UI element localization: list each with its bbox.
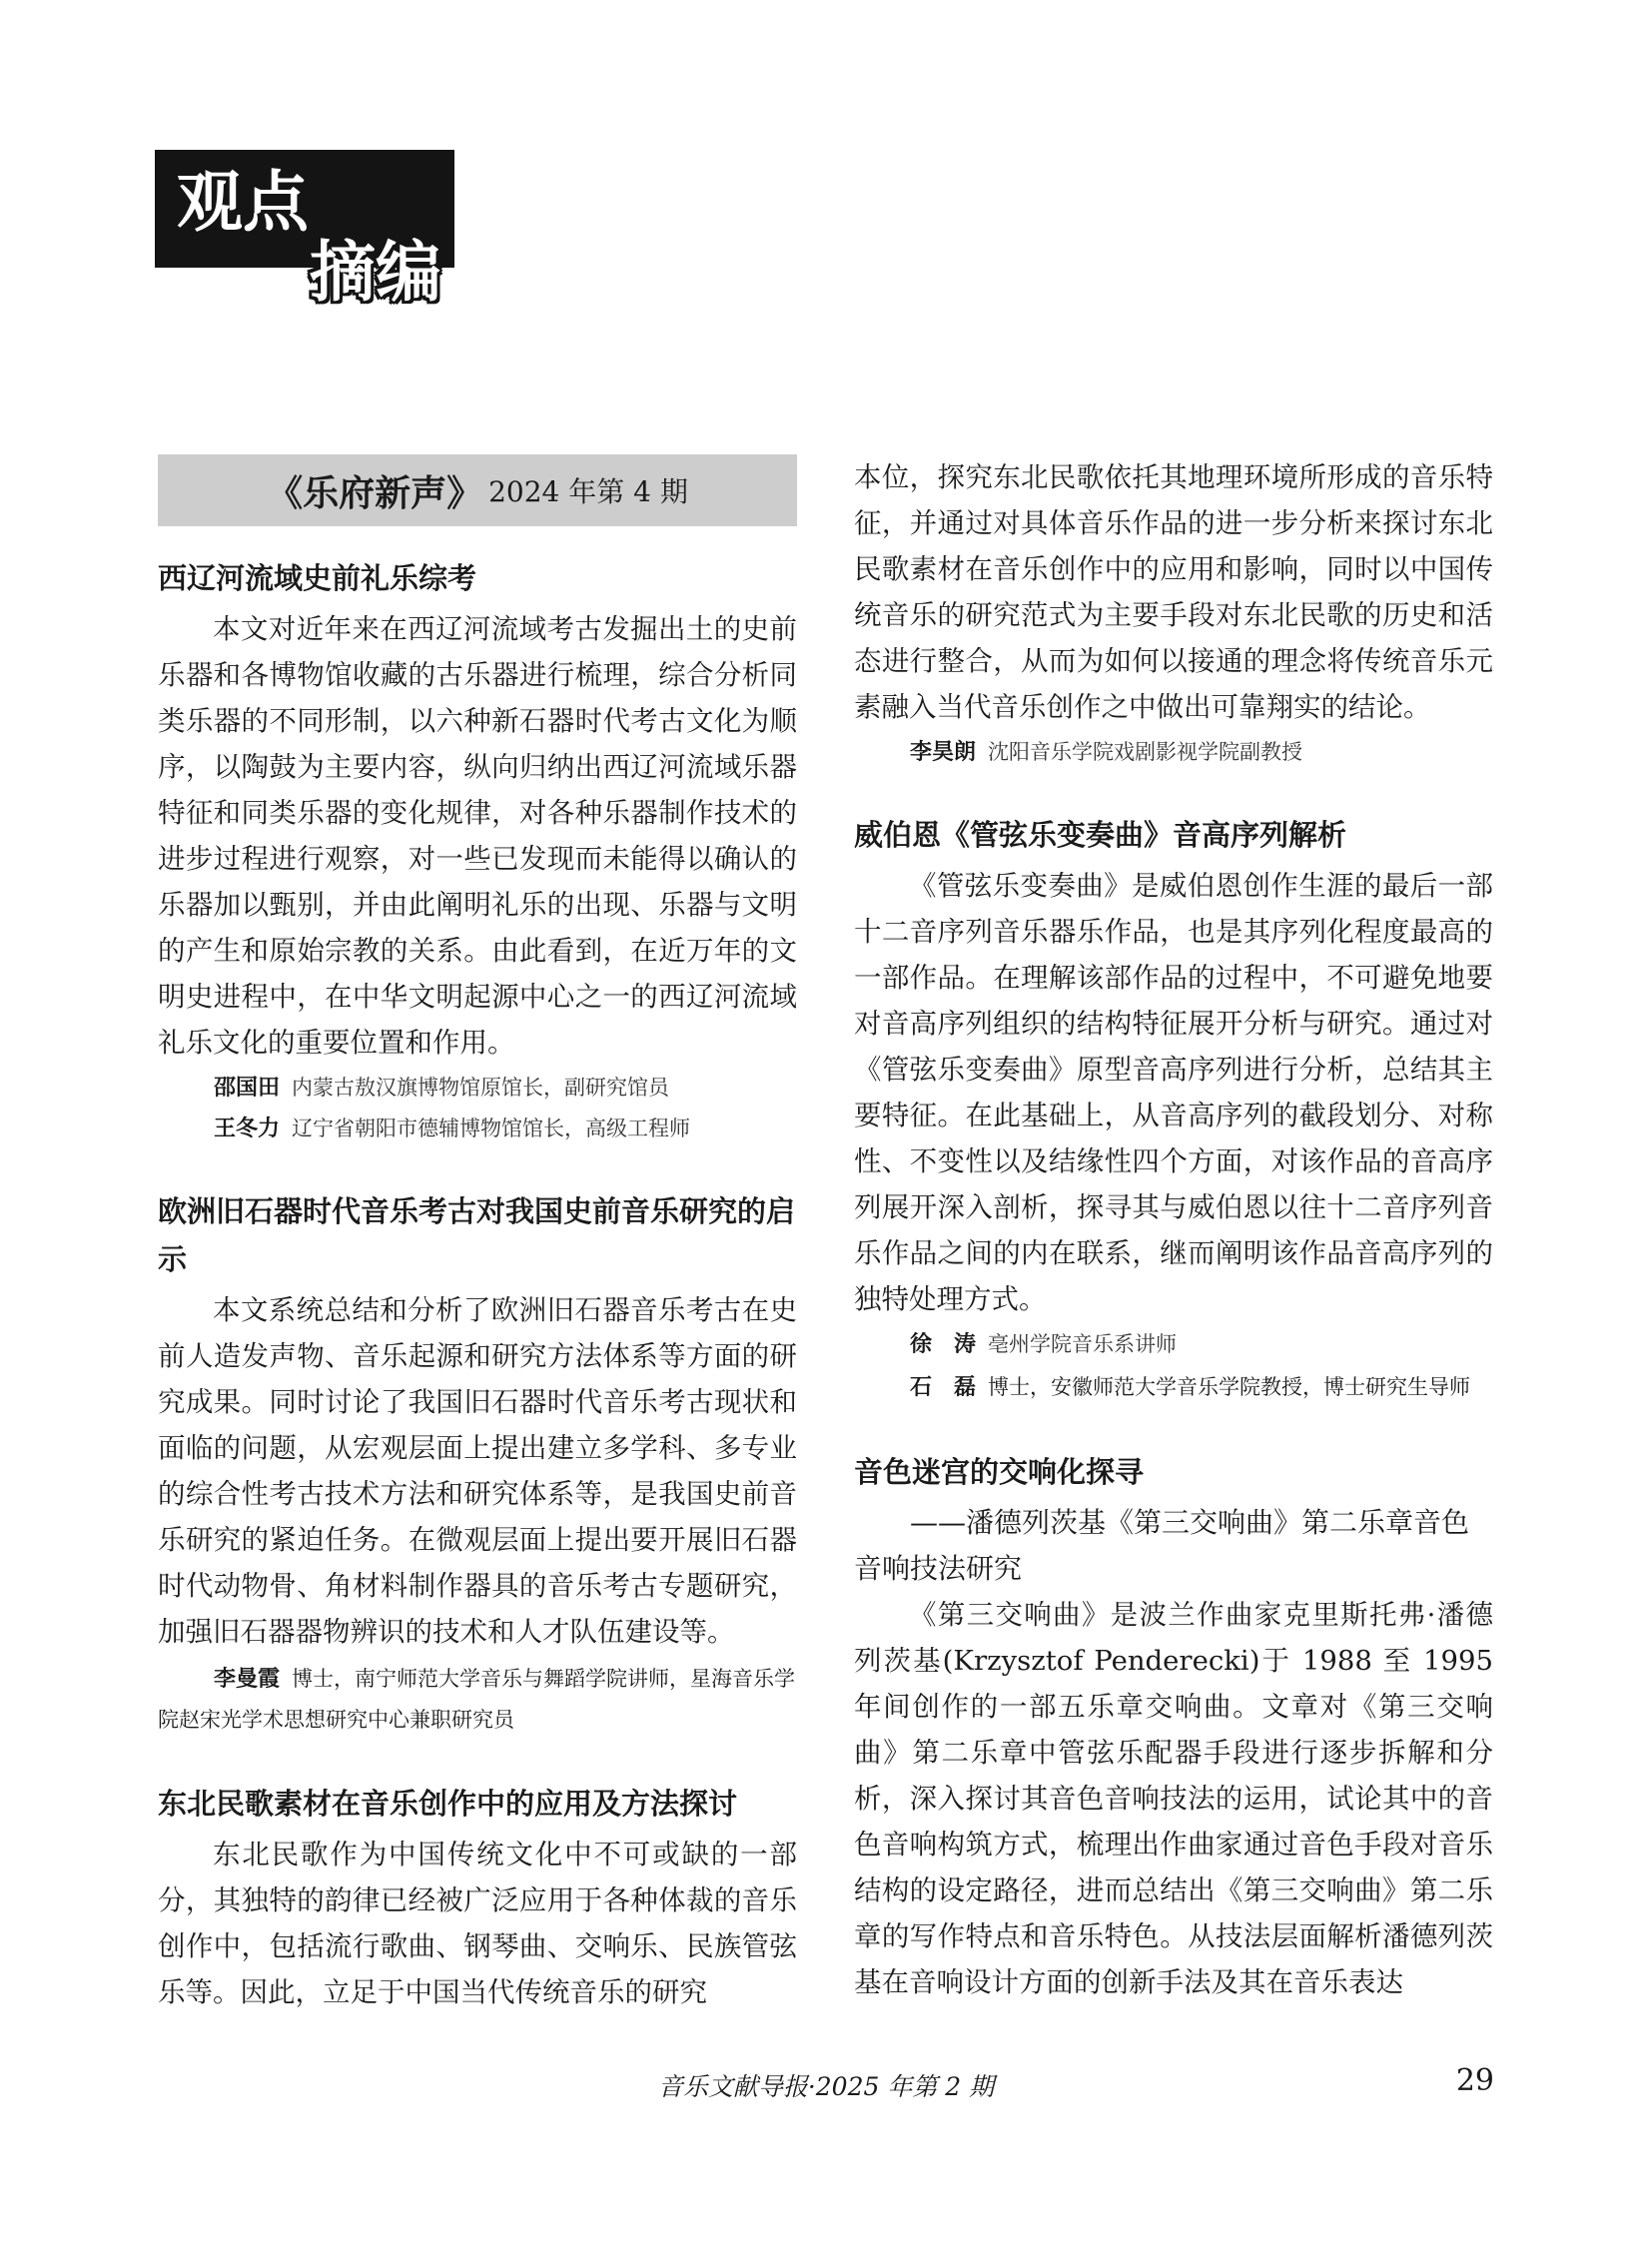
author-name: 邵国田	[214, 1076, 281, 1101]
author-affiliation: 博士，南宁师范大学音乐与舞蹈学院讲师，星海音乐学院赵宋光学术思想研究中心兼职研究员	[158, 1667, 796, 1732]
author-name: 李昊朗	[910, 740, 977, 765]
article-title: 欧洲旧石器时代音乐考古对我国史前音乐研究的启示	[158, 1194, 796, 1276]
article-3	[158, 1780, 797, 2015]
author-name: 石 磊	[910, 1375, 977, 1400]
running-footer: 音乐文献导报·2025 年第 2 期	[657, 2072, 995, 2101]
masthead-title-line1: 观点	[177, 164, 309, 241]
author-line	[854, 734, 1493, 771]
article-4	[854, 811, 1493, 1408]
author-line	[158, 1070, 797, 1107]
article-3-continued	[854, 454, 1493, 771]
article-5	[854, 1448, 1493, 2005]
author-affiliation: 博士，安徽师范大学音乐学院教授，博士研究生导师	[988, 1375, 1471, 1399]
article-abstract: 《管弦乐变奏曲》是威伯恩创作生涯的最后一部十二音序列音乐器乐作品，也是其序列化程度最高的一部作品。在理解该部作品的过程中，不可避免地要对音高序列组织的结构特征展开分析与研究。通过对《管弦乐变奏曲》原型音高序列进行分析，总结其主要特征。在此基础上，从音高序列的截段划分、对称性、不变性以及结缘性四个方面，对该作品的音高序列展开深入剖析，探寻其与威伯恩以往十二音序列音乐作品之间的内在联系，继而阐明该作品音高序列的独特处理方式。	[854, 870, 1493, 1315]
author-name: 徐 涛	[910, 1332, 977, 1357]
article-abstract: 本文系统总结和分析了欧洲旧石器音乐考古在史前人造发声物、音乐起源和研究方法体系等方面的研究成果。同时讨论了我国旧石器时代音乐考古现状和面临的问题，从宏观层面上提出建立多学科、多专业的综合性考古技术方法和研究体系等，是我国史前音乐研究的紧迫任务。在微观层面上提出要开展旧石器时代动物骨、角材料制作器具的音乐考古专题研究，加强旧石器器物辨识的技术和人才队伍建设等。	[158, 1294, 797, 1648]
masthead-title-line2: 摘编	[310, 234, 441, 311]
right-column	[854, 454, 1493, 2045]
article-subtitle: ——潘德列茨基《第三交响曲》第二乐章音色音响技法研究	[854, 1506, 1470, 1585]
article-abstract: 《第三交响曲》是波兰作曲家克里斯托弗·潘德列茨基(Krzysztof Penderecki)于 1988 至 1995 年间创作的一部五乐章交响曲。文章对《第三交响曲》第二乐章中管弦乐配器手段进行逐步拆解和分析，深入探讨其音色音响技法的运用，试论其中的音色音响构筑方式，梳理出作曲家通过音色手段对音乐结构的设定路径，进而总结出《第三交响曲》第二乐章的写作特点和音乐特色。从技法层面解析潘德列茨基在音响设计方面的创新手法及其在音乐表达	[854, 1599, 1493, 1998]
author-affiliation: 内蒙古敖汉旗博物馆原馆长，副研究馆员	[292, 1076, 670, 1100]
section-masthead	[155, 150, 454, 310]
author-line	[854, 1326, 1493, 1363]
journal-name: 《乐府新声》	[267, 472, 483, 514]
article-title: 威伯恩《管弦乐变奏曲》音高序列解析	[854, 818, 1347, 852]
author-line	[158, 1111, 797, 1147]
article-1	[158, 554, 797, 1147]
article-title: 音色迷宫的交响化探寻	[854, 1455, 1145, 1489]
author-name: 王冬力	[214, 1117, 281, 1141]
article-abstract-continued: 本位，探究东北民歌依托其地理环境所形成的音乐特征，并通过对具体音乐作品的进一步分析来探讨东北民歌素材在音乐创作中的应用和影响，同时以中国传统音乐的研究范式为主要手段对东北民歌的历史和活态进行整合，从而为如何以接通的理念将传统音乐元素融入当代音乐创作之中做出可靠翔实的结论。	[854, 461, 1493, 723]
author-affiliation: 亳州学院音乐系讲师	[988, 1332, 1178, 1356]
article-title: 东北民歌素材在音乐创作中的应用及方法探讨	[158, 1787, 738, 1821]
journal-issue: 2024 年第 4 期	[488, 475, 688, 508]
author-affiliation: 沈阳音乐学院戏剧影视学院副教授	[988, 740, 1303, 764]
author-line	[158, 1659, 797, 1740]
article-abstract: 东北民歌作为中国传统文化中不可或缺的一部分，其独特的韵律已经被广泛应用于各种体裁的音乐创作中，包括流行歌曲、钢琴曲、交响乐、民族管弦乐等。因此，立足于中国当代传统音乐的研究	[158, 1839, 797, 2008]
author-line	[854, 1367, 1493, 1408]
author-name: 李曼霞	[214, 1667, 281, 1692]
page-footer	[0, 2063, 1652, 2103]
article-title: 西辽河流域史前礼乐综考	[158, 561, 477, 595]
article-2	[158, 1187, 797, 1740]
article-abstract: 本文对近年来在西辽河流域考古发掘出土的史前乐器和各博物馆收藏的古乐器进行梳理，综合分析同类乐器的不同形制，以六种新石器时代考古文化为顺序，以陶鼓为主要内容，纵向归纳出西辽河流域乐器特征和同类乐器的变化规律，对各种乐器制作技术的进步过程进行观察，对一些已发现而未能得以确认的乐器加以甄别，并由此阐明礼乐的出现、乐器与文明的产生和原始宗教的关系。由此看到，在近万年的文明史进程中，在中华文明起源中心之一的西辽河流域礼乐文化的重要位置和作用。	[158, 613, 797, 1059]
journal-banner	[158, 454, 797, 526]
left-column	[158, 454, 797, 2055]
author-affiliation: 辽宁省朝阳市德辅博物馆馆长，高级工程师	[292, 1117, 691, 1140]
page-number: 29	[1455, 2063, 1494, 2098]
